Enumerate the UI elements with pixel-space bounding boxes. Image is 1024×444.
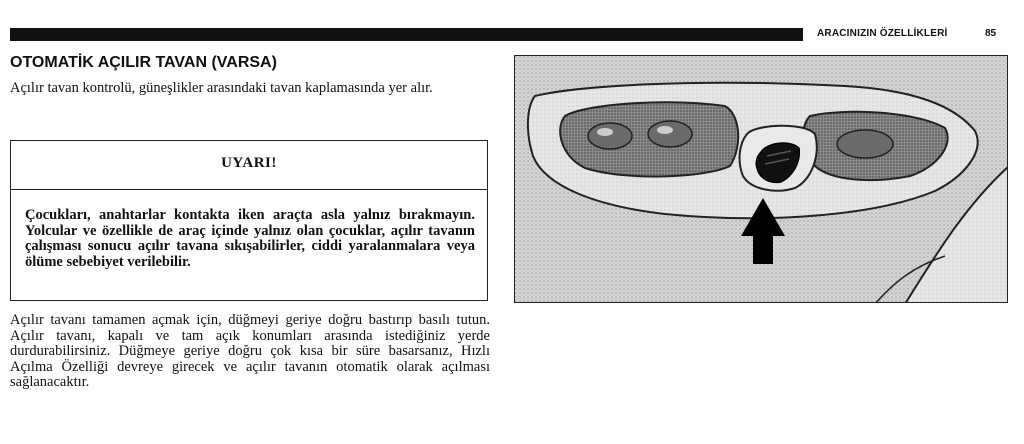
page-title: OTOMATİK AÇILIR TAVAN (VARSA) [10, 54, 277, 71]
map-lamp-lens-right [648, 121, 692, 147]
page-number: 85 [985, 28, 997, 39]
lamp-glint-right [657, 126, 673, 134]
map-lamp-lens-left [588, 123, 632, 149]
map-lamp-lens-third [837, 130, 893, 158]
header-rule [10, 28, 803, 41]
body-paragraph: Açılır tavanı tamamen açmak için, düğmeyi geriye doğru bastırıp basılı tutun. Açılır tavanı, kapalı ve tam açık konumları arasında istediğiniz yerde durdurabilirsiniz. Düğmeye geriye doğru çok kısa bir süre basarsanız, Hızlı Açılma Özelliği devreye girecek ve açılır tavanın otomatik olarak açılması sağlanacaktır. [10, 312, 490, 390]
warning-text: Çocukları, anahtarlar kontakta iken araçta asla yalnız bırakmayın. Yolcular ve özellikle de araç içinde yalnız olan çocuklar, açılır tavanın çalışması sonucu açılır tavana sıkışabilirler, ciddi yaralanmalara veya ölüme sebebiyet verilebilir. [25, 207, 475, 270]
section-name: ARACINIZIN ÖZELLİKLERİ [817, 28, 948, 39]
intro-paragraph: Açılır tavan kontrolü, güneşlikler arasındaki tavan kaplamasında yer alır. [10, 80, 433, 96]
overhead-console-drawing [515, 56, 1008, 303]
warning-box [10, 140, 488, 301]
warning-divider [11, 189, 487, 190]
sunroof-switch-illustration [514, 55, 1008, 303]
warning-title: UYARI! [221, 155, 277, 171]
lamp-glint-left [597, 128, 613, 136]
